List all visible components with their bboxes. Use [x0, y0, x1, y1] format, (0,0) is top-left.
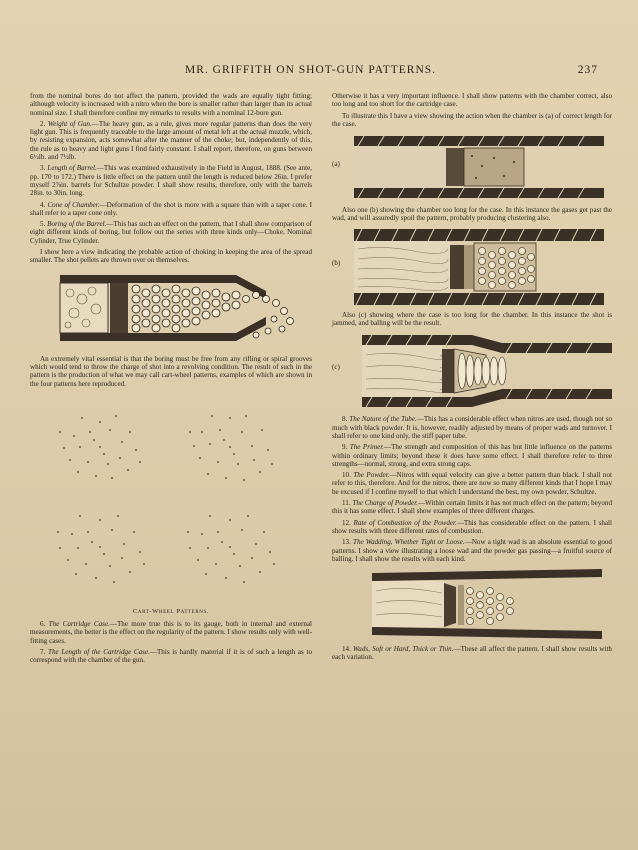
page-number: 237: [577, 64, 598, 76]
figure-loose-wad: [332, 567, 612, 641]
paragraph-wads-soft-or-hard: 14. Wads, Soft or Hard, Thick or Thin.—These all affect the pattern. I shall show results with each variation.: [332, 645, 612, 662]
paragraph: from the nominal bores do not affect the pattern, provided the wads are equally tight fitting; although velocity is increased with a nitro when the bore is smaller rather than larger than its actual nominal size. I shall therefore confine my remarks to results with a nominal 12-bore gun.: [30, 92, 312, 117]
paragraph-boring-of-barrel: 5. Boring of the Barrel.—This has such an effect on the pattern, that I shall show comparison of eight different kinds of boring, but follow out the series with three kinds only—Choke, Nominal Cylinder, True Cylinder.: [30, 220, 312, 245]
paragraph-nature-of-tube: 8. The Nature of the Tube.—This has a considerable effect when nitros are used, though not so much with black powder. It is, however, readily adjusted by means of proper wads and turnover. I shall refer to one kind only, the stiff paper tube.: [332, 415, 612, 440]
running-header: [30, 64, 608, 80]
right-column: [332, 92, 612, 665]
pattern-1: [59, 415, 141, 479]
figure-caption: Cart-Wheel Patterns.: [132, 607, 210, 615]
paragraph-rate-of-combustion: 12. Rate of Combustion of the Powder.—This has considerable effect on the pattern. I shall show results with three different rates of combustion.: [332, 518, 612, 535]
paragraph: Otherwise it has a very important influence. I shall show patterns with the chamber correct, also too long and too short for the cartridge case.: [332, 92, 612, 109]
paragraph-powder: 10. The Powder.—Nitros with equal velocity can give a better pattern than black. I shall not refer to this, therefore. And for the nitros, there are now so many different kinds that I hope I may be excused if I confine myself to that which I understand the best, my own powder, Schultze.: [332, 471, 612, 496]
paragraph-view-c: Also (c) showing where the case is too long for the chamber. In this instance the shot is jammed, and balling will be the result.: [332, 310, 612, 328]
figure-c-case-too-long: [332, 331, 612, 411]
pattern-3: [57, 515, 145, 583]
paragraph-length-of-case: 7. The Length of the Cartridge Case.—This is hardly material if it is of such a length as to correspond with the chamber of the gun.: [30, 648, 313, 665]
paragraph-cone-of-chamber: 4. Cone of Chamber.—Deformation of the shot is more with a square than with a taper cone. I shall refer to a taper cone only.: [30, 200, 312, 217]
paragraph-weight-of-gun: 2. Weight of Gun.—The heavy gun, as a rule, gives more regular patterns than does the very light gun. This is frequently traceable to the large amount of metal left at the actual muzzle, which, by resisting expansion, acts somewhat after the manner of the choke; but, independently of this, the rule as to heavy and light guns I find fairly constant. I shall report, therefore, on guns between 6½lb. and 7½lb.: [30, 119, 313, 162]
paragraph-primer: 9. The Primer.—The strength and composition of this has but little influence on the patterns within ordinary limits; beyond these it does have some effect. I shall therefore refer to three strengths—normal, strong, and extra strong caps.: [332, 443, 612, 468]
pattern-2: [189, 415, 273, 481]
pattern-4: [187, 515, 275, 583]
paragraph-wadding: 13. The Wadding, Whether Tight or Loose.—Now a tight wad is an absolute essential to good patterns. I show a view illustrating a loose wad and the powder gas passing—a fruitful source of balling. I shall show the results with each kind.: [332, 538, 612, 563]
cart-wheel-patterns-figure: [30, 392, 312, 604]
paragraph-length-of-barrel: 3. Length of Barrel.—This was examined exhaustively in the Field in August, 1888. (See ante, pp. 170 to 172.) There is little effect on the pattern until the length is reduced below 26in. I prefer myself 2⅞in. barrels for Schultze powder. I shall show results, therefore, only with the barrels 28in. to 30in. long.: [30, 164, 312, 198]
figure-label-a: (a): [332, 160, 340, 169]
choke-illustration: [30, 269, 312, 351]
page-title: MR. GRIFFITH ON SHOT-GUN PATTERNS.: [185, 64, 437, 76]
paragraph-charge-of-powder: 11. The Charge of Powder.—Within certain limits it has not much effect on the pattern; beyond this it has some effect. I shall show examples of three different charges.: [332, 499, 612, 516]
figure-label-b: (b): [332, 258, 341, 267]
figure-b-chamber-too-long: [332, 227, 612, 307]
left-column: [30, 92, 312, 668]
paragraph-view-b: Also one (b) showing the chamber too long for the case. In this instance the gases get past the wad, and will assuredly spoil the pattern, probably producing clustering also.: [332, 206, 612, 223]
paragraph-spiral-grooves: An extremely vital essential is that the boring must be free from any rifling or spiral grooves which would tend to throw the charge of shot into a revolving condition. The result of such in the pattern is the production of what we may call cart-wheel patterns, examples of which are shown in the four patterns here reproduced.: [30, 354, 312, 388]
paragraph-cartridge-case: 6. The Cartridge Case.—The more true this is to its gauge, both in internal and external measurements, the better is the effect on the regularity of the pattern. I show results only with well-fitting cases.: [30, 620, 312, 645]
figure-label-c: (c): [332, 363, 340, 372]
paragraph-choking-view: I show here a view indicating the probable action of choking in keeping the area of the spread smaller. The shot pellets are thrown over on themselves.: [30, 248, 312, 265]
paragraph-view-a: To illustrate this I have a view showing the action when the chamber is (a) of correct length for the case.: [332, 111, 612, 128]
figure-a-correct-chamber: [332, 132, 612, 202]
